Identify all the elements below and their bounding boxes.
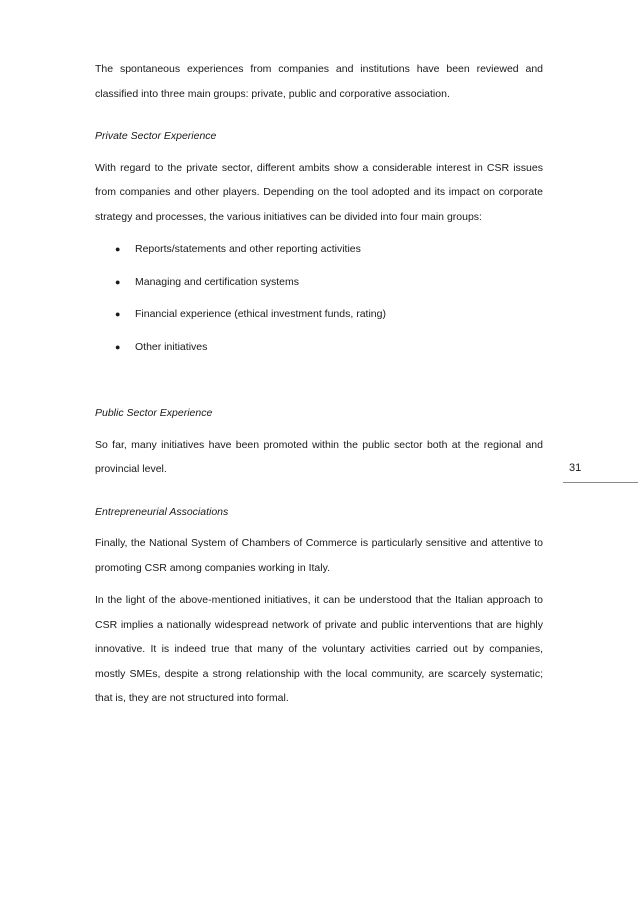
bullet-icon: ● xyxy=(115,341,121,352)
bullet-icon: ● xyxy=(115,244,121,254)
list-item xyxy=(95,237,543,270)
list-item xyxy=(95,302,543,335)
private-sector-paragraph: With regard to the private sector, different ambits show a considerable interest in CSR issues from companies and other players. Depending on the tool adopted and its impact on corporate strategy and processes, the various initiatives can be divided into four main groups: xyxy=(95,161,543,223)
document-body xyxy=(95,57,543,711)
list-item-text: Reports/statements and other reporting activities xyxy=(135,243,361,255)
closing-paragraph: In the light of the above-mentioned initiatives, it can be understood that the Italian approach to CSR implies a nationally widespread network of private and public interventions that are highly innovative. It is indeed true that many of the voluntary activities carried out by companies, mostly SMEs, despite a strong relationship with the local community, are scarcely systematic; that is, they are not structured into formal. xyxy=(95,594,543,704)
initiatives-list xyxy=(95,237,543,367)
list-item-text: Financial experience (ethical investment funds, rating) xyxy=(135,308,386,320)
associations-heading: Entrepreneurial Associations xyxy=(95,505,229,518)
private-sector-heading: Private Sector Experience xyxy=(95,130,217,142)
public-sector-paragraph: So far, many initiatives have been promoted within the public sector both at the regional and provincial level. xyxy=(95,438,543,475)
page-number: 31 xyxy=(569,462,582,474)
list-item xyxy=(95,270,543,303)
list-item xyxy=(95,335,543,368)
page-number-block xyxy=(563,458,638,483)
intro-paragraph: The spontaneous experiences from companies and institutions have been reviewed and classified into three main groups: private, public and corporative association. xyxy=(95,63,543,100)
list-item-text: Other initiatives xyxy=(135,340,208,353)
bullet-icon: ● xyxy=(115,276,121,287)
public-sector-heading: Public Sector Experience xyxy=(95,407,213,419)
list-item-text: Managing and certification systems xyxy=(135,275,299,288)
page-number-rule xyxy=(563,482,638,483)
bullet-icon: ● xyxy=(115,309,121,319)
associations-paragraph: Finally, the National System of Chambers of Commerce is particularly sensitive and attentive to promoting CSR among companies working in Italy. xyxy=(95,537,543,574)
